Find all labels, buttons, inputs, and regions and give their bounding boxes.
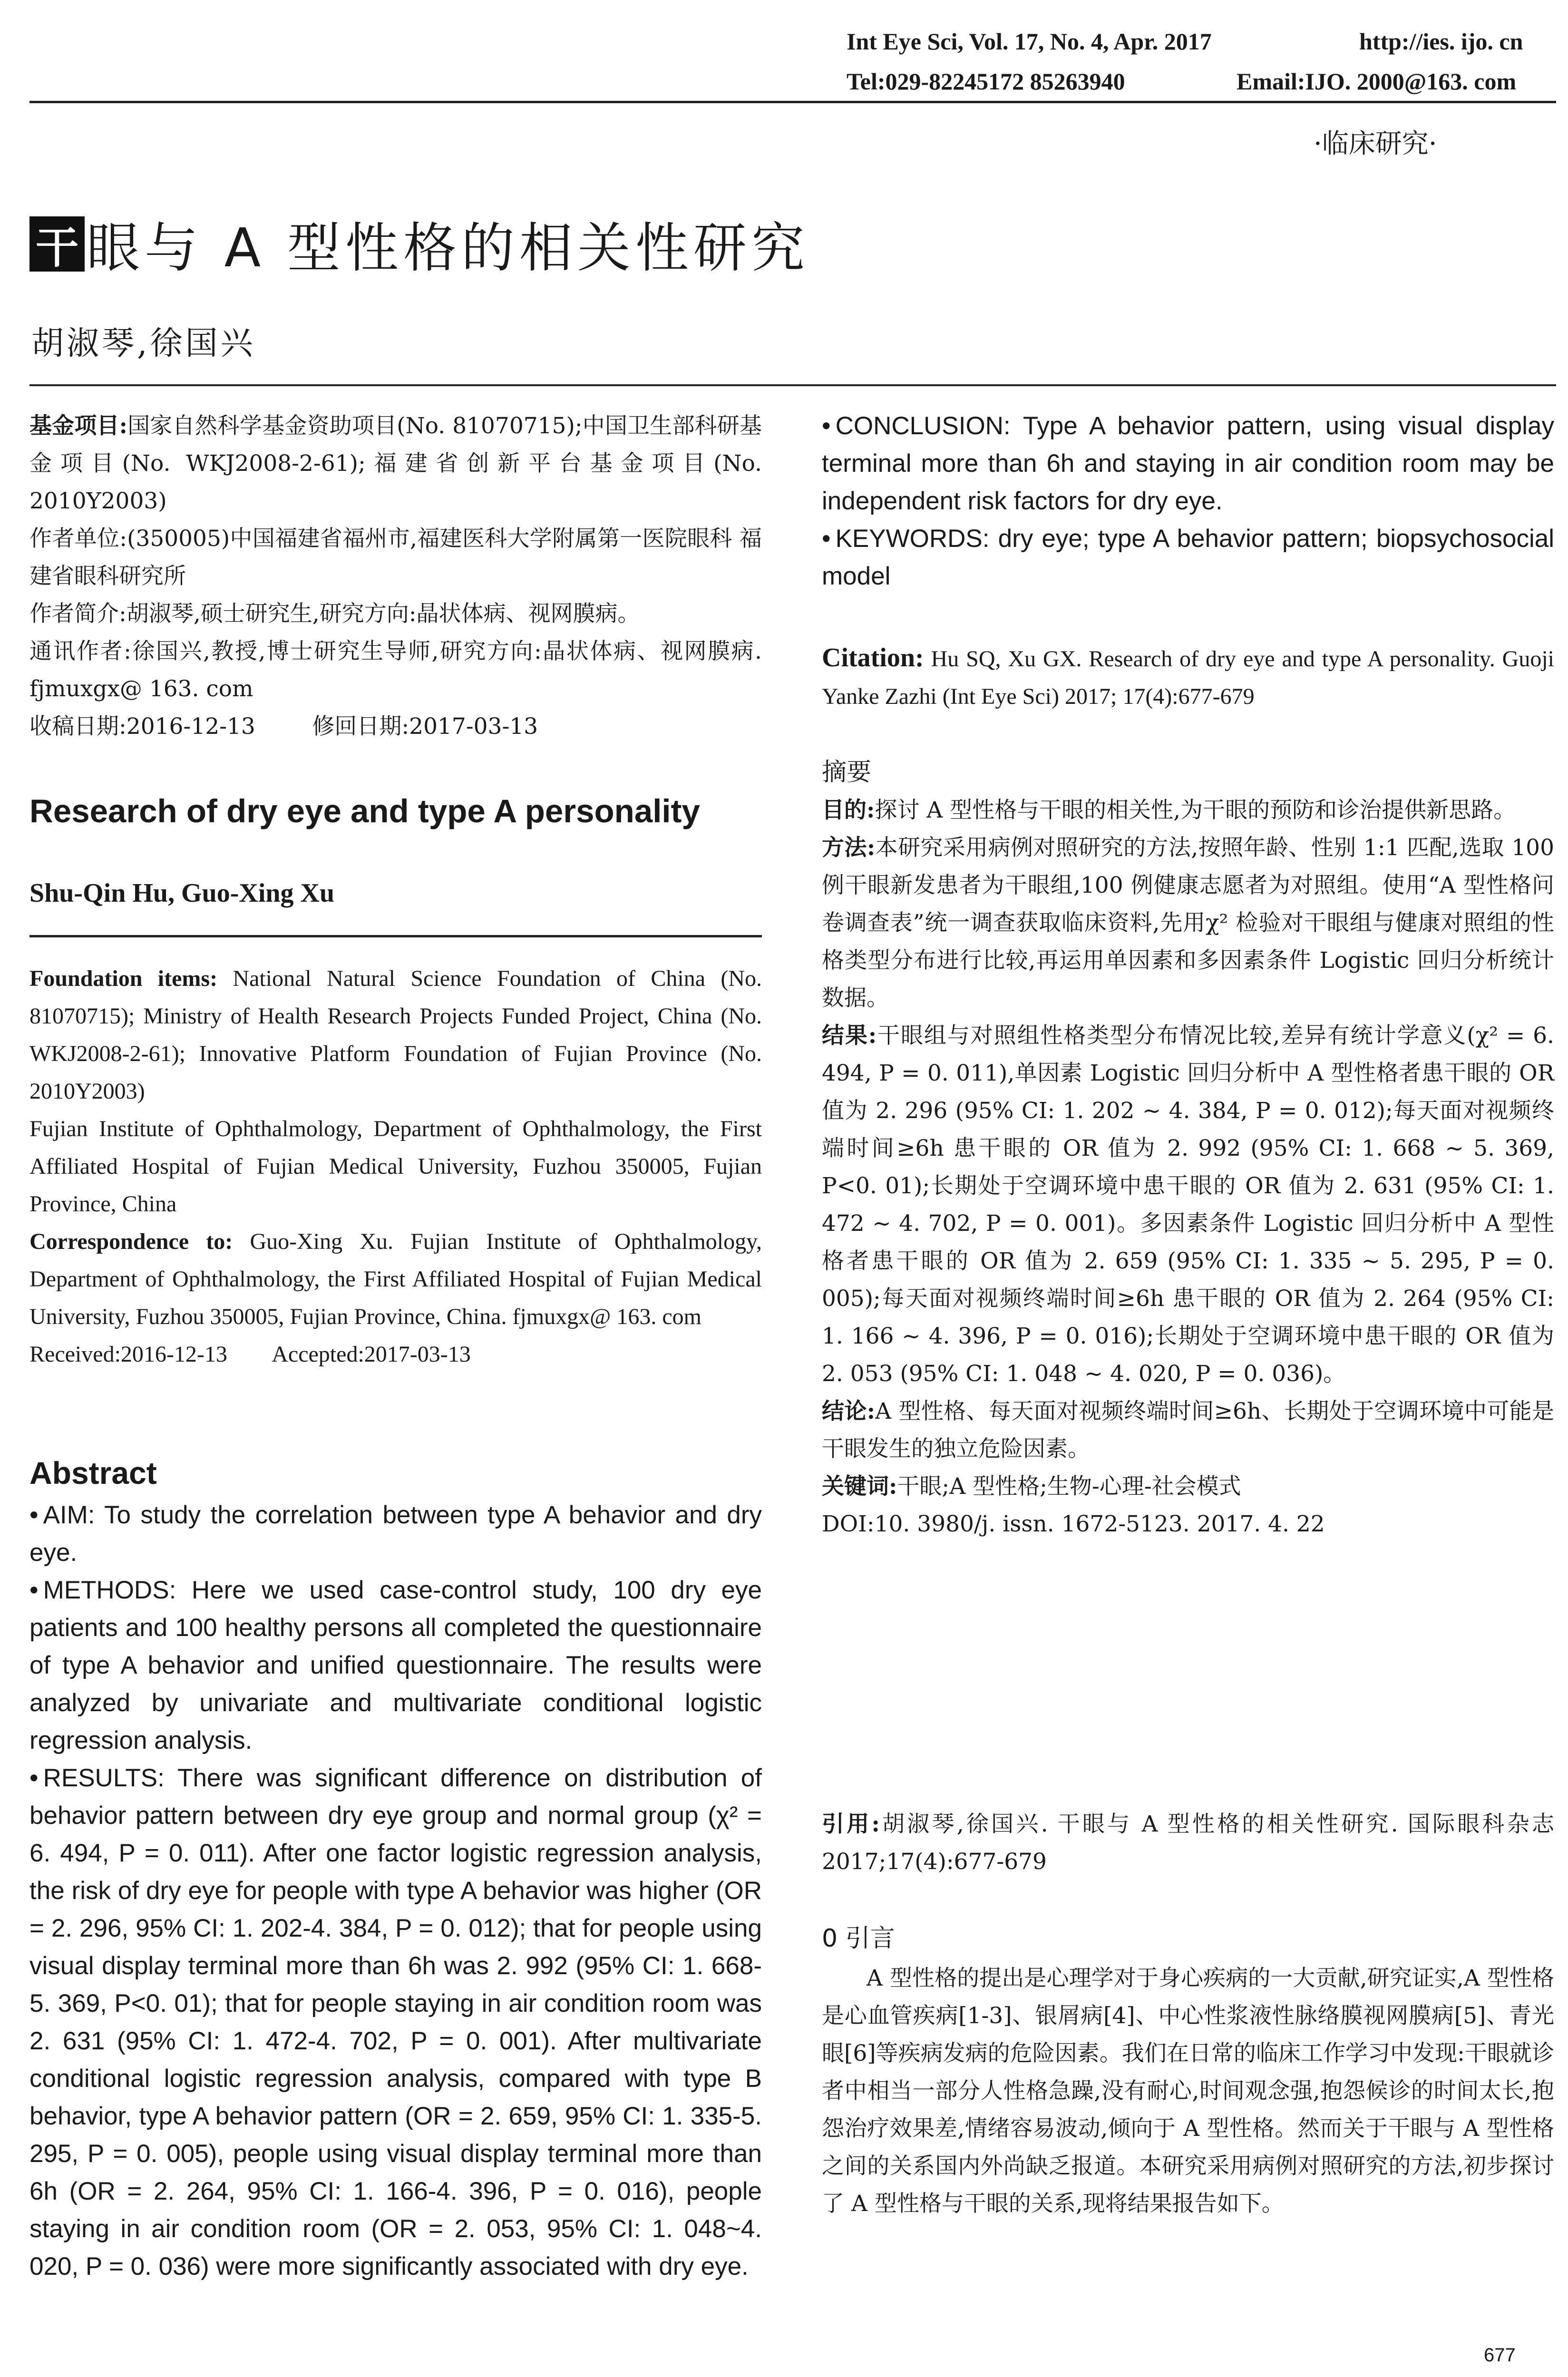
abstract-zh-heading: 摘要 (822, 758, 872, 787)
authors-zh: 胡淑琴,徐国兴 (31, 325, 256, 362)
unit-label: 作者单位: (29, 526, 127, 552)
keywords-label: KEYWORDS: (835, 525, 990, 553)
unit-text: (350005)中国福建省福州市,福建医科大学附属第一医院眼科 福建省眼科研究所 (29, 526, 762, 589)
zh-results-text: 干眼组与对照组性格类型分布情况比较,差异有统计学意义(χ² = 6. 494, P = 0. 011),单因素 Logistic 回归分析中 A 型性格者患干眼的 OR 值为 2. 296 (95% CI: 1. 202 ~ 4. 384, P = 0. 012);每天面对视频终端时间≥6h 患干眼的 OR 值为 2. 992 (95% CI: 1. 668 ~ 5. 369, P<0. 01);长期处于空调环境中患干眼的 OR 值为 2. 631 (95% CI: 1. 472 ~ 4. 702, P = 0. 001)。多因素条件 Logistic 回归分析中 A 型性格者患干眼的 OR 值为 2. 659 (95% CI: 1. 335 ~ 5. 295, P = 0. 005);每天面对视频终端时间≥6h 患干眼的 OR 值为 2. 264 (95% CI: 1. 166 ~ 4. 396, P = 0. 016);长期处于空调环境中患干眼的 OR 值为 2. 053 (95% CI: 1. 048 ~ 4. 020, P = 0. 036)。 (822, 1023, 1554, 1387)
english-authors: Shu-Qin Hu, Guo-Xing Xu (29, 878, 335, 908)
zh-results-label: 结果: (822, 1023, 877, 1049)
zh-keywords-label: 关键词: (822, 1473, 897, 1500)
title-rule (29, 384, 1556, 386)
journal-url: http://ies. ijo. cn (1359, 28, 1523, 55)
abstract-en: • AIM: To study the correlation between type A behavior and dry eye. • METHODS: Here we used case-control study, 100 dry eye patients and 100 healthy persons all completed the questionnaire of type A behavior and unified questionnaire. The results were analyzed by univariate and multivariate conditional logistic regression analysis. • RESULTS: There was significant difference on distribution of behavior pattern between dry eye group and normal group (χ² = 6. 494, P = 0. 011). After one factor logistic regression analysis, the risk of dry eye for people with type A behavior was higher (OR = 2. 296, 95% CI: 1. 202-4. 384, P = 0. 012); that for people using visual display terminal more than 6h was 2. 992 (95% CI: 1. 668-5. 369, P<0. 01); that for people staying in air condition room was 2. 631 (95% CI: 1. 472-4. 702, P = 0. 001). After multivariate conditional logistic regression analysis, compared with type B behavior, type A behavior pattern (OR = 2. 659, 95% CI: 1. 335-5. 295, P = 0. 005), people using visual display terminal more than 6h (OR = 2. 264, 95% CI: 1. 166-4. 396, P = 0. 016), people staying in air condition room (OR = 2. 053, 95% CI: 1. 048~4. 020, P = 0. 036) were more significantly associated with dry eye. (29, 1501, 762, 2280)
doi: DOI:10. 3980/j. issn. 1672-5123. 2017. 4. 22 (822, 1511, 1325, 1537)
zh-citation-text: 胡淑琴,徐国兴. 干眼与 A 型性格的相关性研究. 国际眼科杂志 2017;17(4):677-679 (822, 1811, 1554, 1875)
aim-label: AIM: (43, 1501, 95, 1529)
zh-methods-label: 方法: (822, 835, 876, 861)
zh-keywords-text: 干眼;A 型性格;生物-心理-社会模式 (897, 1473, 1241, 1500)
title-first-char: 干 (29, 216, 85, 272)
fund-text: 国家自然科学基金资助项目(No. 81070715);中国卫生部科研基金项目(No. WKJ2008-2-61);福建省创新平台基金项目(No. 2010Y2003) (29, 413, 762, 514)
zh-aim-text: 探讨 A 型性格与干眼的相关性,为干眼的预防和诊治提供新思路。 (875, 797, 1516, 823)
corr-text: 徐国兴,教授,博士研究生导师,研究方向:晶状体病、视网膜病. fjmuxgx@ 163. com (29, 638, 762, 702)
conclusion-text: Type A behavior pattern, using visual display terminal more than 6h and staying in air condition room may be independent risk factors for dry eye. (822, 412, 1554, 515)
zh-methods-text: 本研究采用病例对照研究的方法,按照年龄、性别 1:1 匹配,选取 100 例干眼新发患者为干眼组,100 例健康志愿者为对照组。使用“A 型性格问卷调查表”统一调查获取临床资料,先用χ² 检验对干眼组与健康对照组的性格类型分布进行比较,再运用单因素和多因素条件 Logistic 回归分析统计数据。 (822, 835, 1554, 1011)
aim-text: To study the correlation between type A behavior and dry eye. (29, 1501, 762, 1567)
abstract-en-continued: • CONCLUSION: Type A behavior pattern, using visual display terminal more than 6h and staying in air condition room may be independent risk factors for dry eye. • KEYWORDS: dry eye; type A behavior pattern; biopsychosocial model (822, 412, 1554, 590)
intro-heading: 0 引言 (822, 1924, 895, 1953)
methods-text: Here we used case-control study, 100 dry eye patients and 100 healthy persons all completed the questionnaire of type A behavior and unified questionnaire. The results were analyzed by univariate and multivariate conditional logistic regression analysis. (29, 1576, 762, 1754)
title-text: 眼与 A 型性格的相关性研究 (87, 217, 809, 279)
institute-text: Fujian Institute of Ophthalmology, Department of Ophthalmology, the First Affiliated Hospital of Fujian Medical University, Fuzhou 350005, Fujian Province, China (29, 1116, 762, 1217)
corr-label: 通讯作者: (29, 638, 131, 664)
abstract-zh (822, 753, 1554, 1543)
funding-info-zh (29, 407, 762, 745)
english-title: Research of dry eye and type A personality (29, 793, 700, 829)
citation-zh (822, 1805, 1554, 1880)
citation-en (822, 639, 1554, 715)
zh-conclusion-label: 结论: (822, 1398, 876, 1424)
foundation-info-en (29, 960, 762, 1373)
en-authors-rule (29, 935, 762, 937)
foundation-label: Foundation items: (29, 966, 218, 991)
header-rule (29, 101, 1556, 103)
journal-citation: Int Eye Sci, Vol. 17, No. 4, Apr. 2017 (847, 28, 1212, 55)
dates-zh: 收稿日期:2016-12-13 修回日期:2017-03-13 (29, 713, 538, 740)
zh-aim-label: 目的: (822, 797, 875, 823)
citation-label: Citation: (822, 643, 924, 672)
citation-text: Hu SQ, Xu GX. Research of dry eye and type A personality. Guoji Yanke Zazhi (Int Eye Sci) 2017; 17(4):677-679 (822, 646, 1555, 709)
journal-email: Email:IJO. 2000@163. com (1237, 68, 1517, 95)
foundation-text: National Natural Science Foundation of China (No. 81070715); Ministry of Health Research Projects Funded Project, China (No. WKJ2008-2-61); Innovative Platform Foundation of Fujian Province (No. 2010Y2003) (29, 966, 762, 1104)
zh-conclusion-text: A 型性格、每天面对视频终端时间≥6h、长期处于空调环境中可能是干眼发生的独立危险因素。 (822, 1398, 1554, 1462)
page-number: 677 (1484, 2345, 1516, 2366)
bio-text: 胡淑琴,硕士研究生,研究方向:晶状体病、视网膜病。 (126, 601, 640, 627)
journal-tel: Tel:029-82245172 85263940 (847, 68, 1125, 95)
methods-label: METHODS: (43, 1576, 176, 1604)
fund-label: 基金项目: (29, 413, 128, 439)
dates-en: Received:2016-12-13 Accepted:2017-03-13 (29, 1342, 471, 1367)
bio-label: 作者简介: (29, 601, 127, 627)
intro-body (822, 1959, 1554, 2222)
correspondence-label: Correspondence to: (29, 1229, 233, 1254)
correspondence-text: Guo-Xing Xu. Fujian Institute of Ophthalmology, Department of Ophthalmology, the First Affiliated Hospital of Fujian Medical University, Fuzhou 350005, Fujian Province, China. fjmuxgx@ 163. com (29, 1229, 762, 1329)
conclusion-label: CONCLUSION: (835, 412, 1011, 440)
intro-text: A 型性格的提出是心理学对于身心疾病的一大贡献,研究证实,A 型性格是心血管疾病[1-3]、银屑病[4]、中心性浆液性脉络膜视网膜病[5]、青光眼[6]等疾病发病的危险因素。我们在日常的临床工作学习中发现:干眼就诊者中相当一部分人性格急躁,没有耐心,时间观念强,抱怨候诊的时间太长,抱怨治疗效果差,情绪容易波动,倾向于 A 型性格。然而关于干眼与 A 型性格之间的关系国内外尚缺乏报道。本研究采用病例对照研究的方法,初步探讨了 A 型性格与干眼的关系,现将结果报告如下。 (822, 1965, 1554, 2217)
results-label: RESULTS: (43, 1764, 165, 1792)
article-title (29, 205, 809, 282)
section-label: ·临床研究· (1314, 128, 1437, 159)
abstract-heading: Abstract (29, 1455, 157, 1490)
results-text: There was significant difference on distribution of behavior pattern between dry eye group and normal group (χ² = 6. 494, P = 0. 011). After one factor logistic regression analysis, the risk of dry eye for people with type A behavior was higher (OR = 2. 296, 95% CI: 1. 202-4. 384, P = 0. 012); that for people using visual display terminal more than 6h was 2. 992 (95% CI: 1. 668-5. 369, P<0. 01); that for people staying in air condition room was 2. 631 (95% CI: 1. 472-4. 702, P = 0. 001). After multivariate conditional logistic regression analysis, compared with type B behavior, type A behavior pattern (OR = 2. 659, 95% CI: 1. 335-5. 295, P = 0. 005), people using visual display terminal more than 6h (OR = 2. 264, 95% CI: 1. 166-4. 396, P = 0. 016), people staying in air condition room (OR = 2. 053, 95% CI: 1. 048~4. 020, P = 0. 036) were more significantly associated with dry eye. (29, 1764, 762, 2280)
zh-citation-label: 引用: (822, 1811, 880, 1837)
keywords-text: dry eye; type A behavior pattern; biopsychosocial model (822, 525, 1554, 590)
